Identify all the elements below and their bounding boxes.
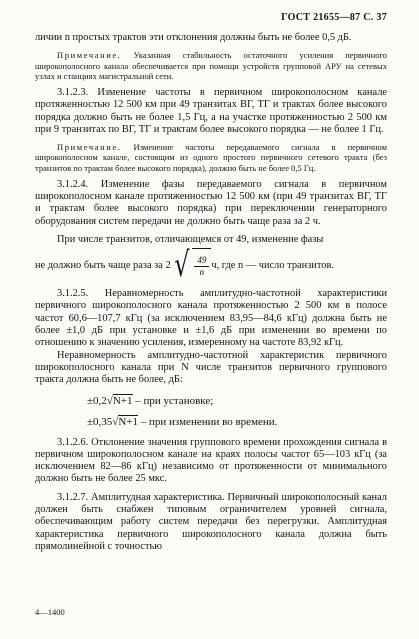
formula-time-change-radicand: N+1 — [118, 415, 138, 428]
note-2 — [35, 142, 387, 173]
sqrt-sign-icon: √ — [106, 394, 113, 407]
paragraph-3-1-2-5: 3.1.2.5. Неравномерность амплитудно-частотной характеристики первичного широкополосного канала протяженностью 2 500 км в полосе частот 60,6—107,7 кГц (за исключением 83,95—84,6 кГц) должна быть не более ±1,0 дБ при установке и ±1,6 дБ при изменении во времени по отношению к значению усиления, измеренному на частоте 83,92 кГц. — [35, 288, 387, 349]
formula-installation-prefix: ±0,2 — [87, 394, 107, 407]
paragraph-transit-count: При числе транзитов, отличающемся от 49, изменение фазы — [57, 233, 324, 245]
paragraph-3-1-2-3: 3.1.2.3. Изменение частоты в первичном широкополосном канале протяженностью 12 500 км при 49 транзитах ВГ, ТГ и трактах более высокого порядка должно быть не более 1,5 Гц, а на участке протяженностью 2 500 км при 9 транзитах по ВГ, ТГ и трактам более высокого порядка — не более 1 Гц. — [35, 86, 387, 135]
fraction-numerator: 49 — [194, 255, 209, 267]
paragraph-nonuniformity: Неравномерность амплитудно-частотной характеристик первичного широкополосного канала при N числе транзитов первичного группового тракта должна быть не более, дБ: — [35, 349, 387, 386]
formula-installation-suffix: – при установке; — [132, 394, 214, 407]
formula-phase-fraction — [194, 255, 209, 278]
note-1-text: Указанная стабильность остаточного усиления первичного широкополосного канала обеспечивается при помощи устройств групповой АРУ на сетевых узлах и станциях магистральной сети. — [35, 50, 387, 81]
page-content — [35, 32, 387, 553]
page-header: ГОСТ 21655—87 С. 37 — [281, 12, 387, 23]
formula-installation — [87, 393, 387, 410]
paragraph-3-1-2-7: 3.1.2.7. Амплитудная характеристика. Первичный широкополосный канал должен быть снабжен типовым ограничителем уровней сигнала, обеспечивающим работу систем передачи без перегрузки. Амплитудная характеристика первичного широкополосного канала должна быть прямолинейной с точностью — [35, 491, 387, 552]
formula-phase — [35, 245, 387, 286]
formula-time-change — [87, 414, 387, 431]
note-2-label: Примечание. — [57, 142, 122, 153]
formula-installation-radicand: N+1 — [112, 394, 133, 407]
paragraph-3-1-2-4: 3.1.2.4. Изменение фазы передаваемого сигнала в первичном широкополосном канале протяженностью 12 500 км (при 49 транзитах ВГ, ТГ и трактам более высокого порядка) при переключении генераторного оборудования систем передачи не должно быть чаще раза за 2 ч. — [35, 178, 387, 227]
formula-phase-radical — [171, 245, 212, 286]
fraction-denominator: n — [199, 266, 205, 277]
note-1-label: Примечание. — [57, 50, 122, 61]
note-2-text: Изменение частоты передаваемого сигнала в первичном широкополосном канале, состоящим из одного простого первичного сетевого тракта (без транзитов по трактам более высокого порядка), должно быть не более 0,5 Гц. — [35, 142, 387, 173]
note-1 — [35, 50, 387, 81]
formula-time-change-suffix: – при изменении во времени. — [138, 415, 278, 428]
sqrt-sign-icon: √ — [112, 415, 119, 428]
sqrt-sign-icon: √ — [173, 245, 190, 286]
paragraph-continuation: личии n простых трактов эти отклонения должны быть не более 0,5 дБ. — [35, 32, 352, 43]
page-footer-signature: 4—1400 — [35, 607, 65, 617]
paragraph-3-1-2-6: 3.1.2.6. Отклонение значения группового времени прохождения сигнала в первичном широкополосном канале на краях полосы частот 65—103 кГц (за исключением 82—86 кГц) независимо от протяженности от минимального должно быть не более 25 мкс. — [35, 436, 387, 485]
formula-phase-after: ч, где n — число транзитов. — [211, 259, 334, 271]
formula-phase-before: не должно быть чаще раза за 2 — [35, 259, 171, 271]
formula-time-change-prefix: ±0,35 — [87, 415, 113, 428]
